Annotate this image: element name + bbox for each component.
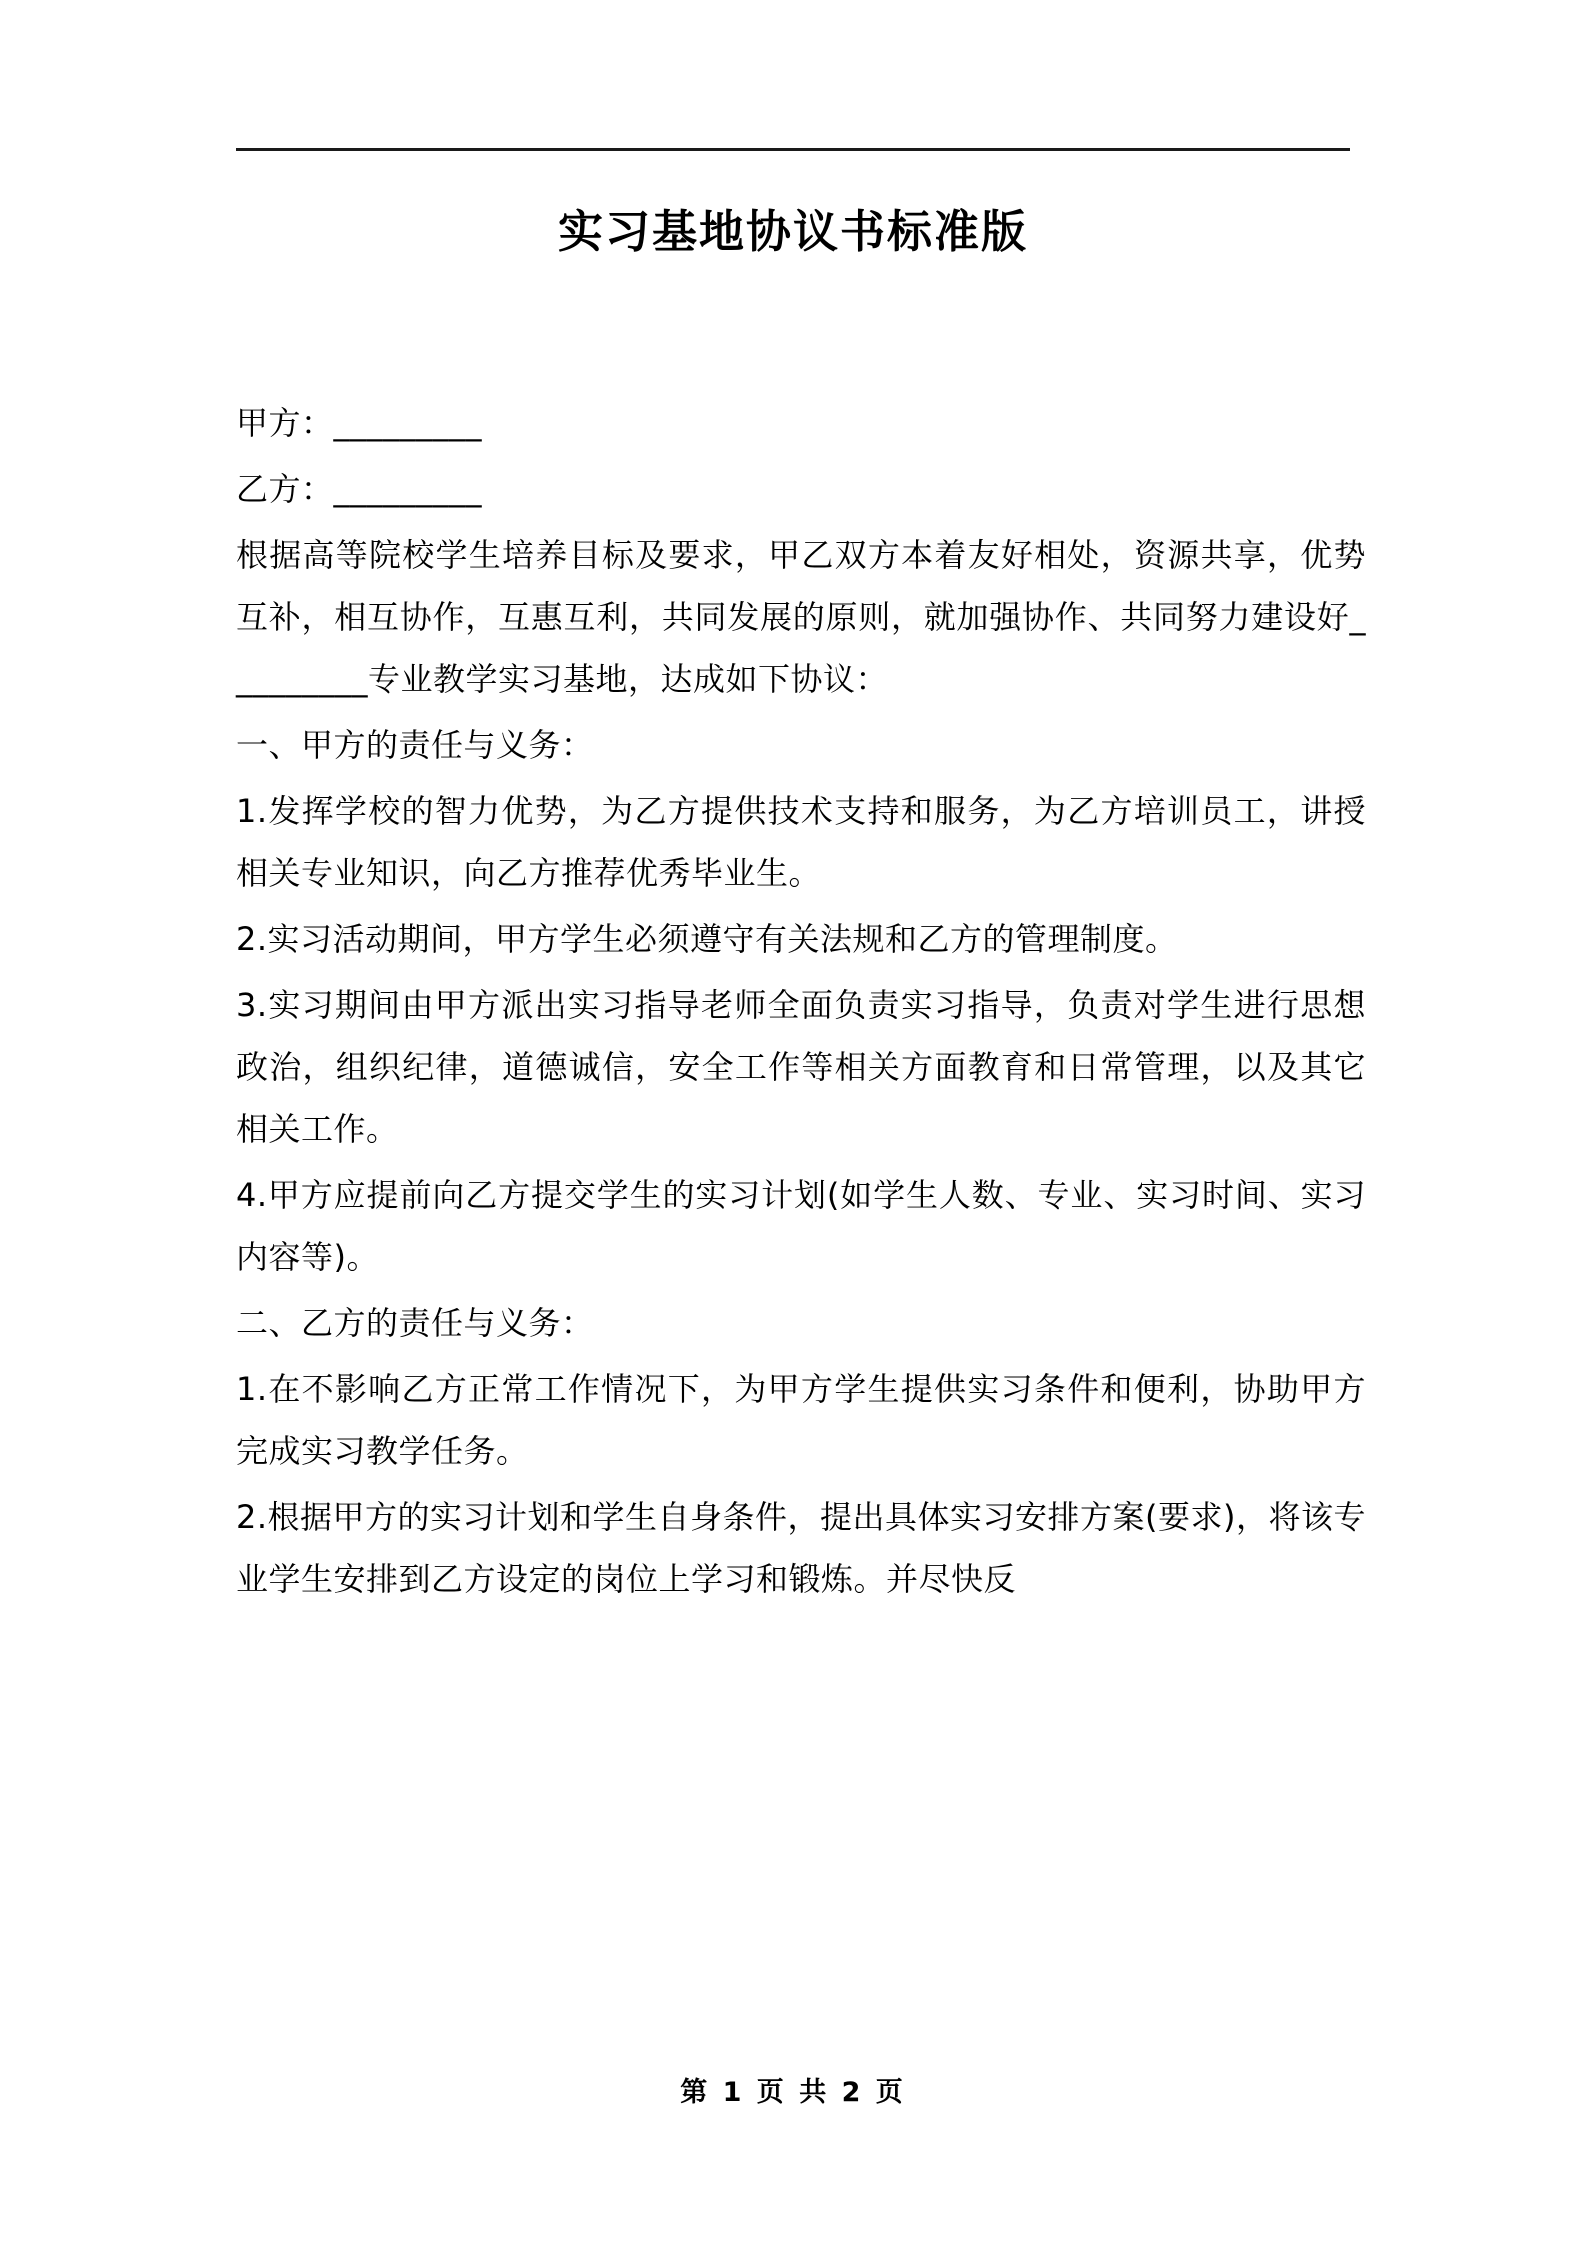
page-title: 实习基地协议书标准版 — [557, 205, 1028, 258]
paragraph-preamble: 根据高等院校学生培养目标及要求，甲乙双方本着友好相处，资源共享，优势互补，相互协作，互惠互利，共同发展的原则，就加强协作、共同努力建设好_________专业教学实习基地，达成如下协议： — [236, 536, 1366, 698]
heading-section-two: 二、乙方的责任与义务： — [236, 1304, 594, 1342]
paragraph-b-item-2: 2.根据甲方的实习计划和学生自身条件，提出具体实习安排方案(要求)，将该专业学生安排到乙方设定的岗位上学习和锻炼。并尽快反 — [236, 1498, 1367, 1598]
page-footer: 第 1 页 共 2 页 — [680, 2077, 906, 2108]
header-divider — [236, 148, 1350, 151]
paragraph-a-item-2: 2.实习活动期间，甲方学生必须遵守有关法规和乙方的管理制度。 — [236, 920, 1178, 958]
paragraph-a-item-4: 4.甲方应提前向乙方提交学生的实习计划(如学生人数、专业、实习时间、实习内容等)。 — [236, 1176, 1366, 1276]
paragraph-a-item-1: 1.发挥学校的智力优势，为乙方提供技术支持和服务，为乙方培训员工，讲授相关专业知识，向乙方推荐优秀毕业生。 — [236, 792, 1366, 892]
paragraph-party-b: 乙方：_________ — [236, 470, 483, 508]
paragraph-b-item-1: 1.在不影响乙方正常工作情况下，为甲方学生提供实习条件和便利，协助甲方完成实习教学任务。 — [236, 1370, 1366, 1470]
document-body — [236, 392, 1366, 1610]
heading-section-one: 一、甲方的责任与义务： — [236, 726, 594, 764]
paragraph-a-item-3: 3.实习期间由甲方派出实习指导老师全面负责实习指导，负责对学生进行思想政治，组织纪律，道德诚信，安全工作等相关方面教育和日常管理，以及其它相关工作。 — [236, 986, 1366, 1148]
paragraph-party-a: 甲方：_________ — [236, 404, 483, 442]
